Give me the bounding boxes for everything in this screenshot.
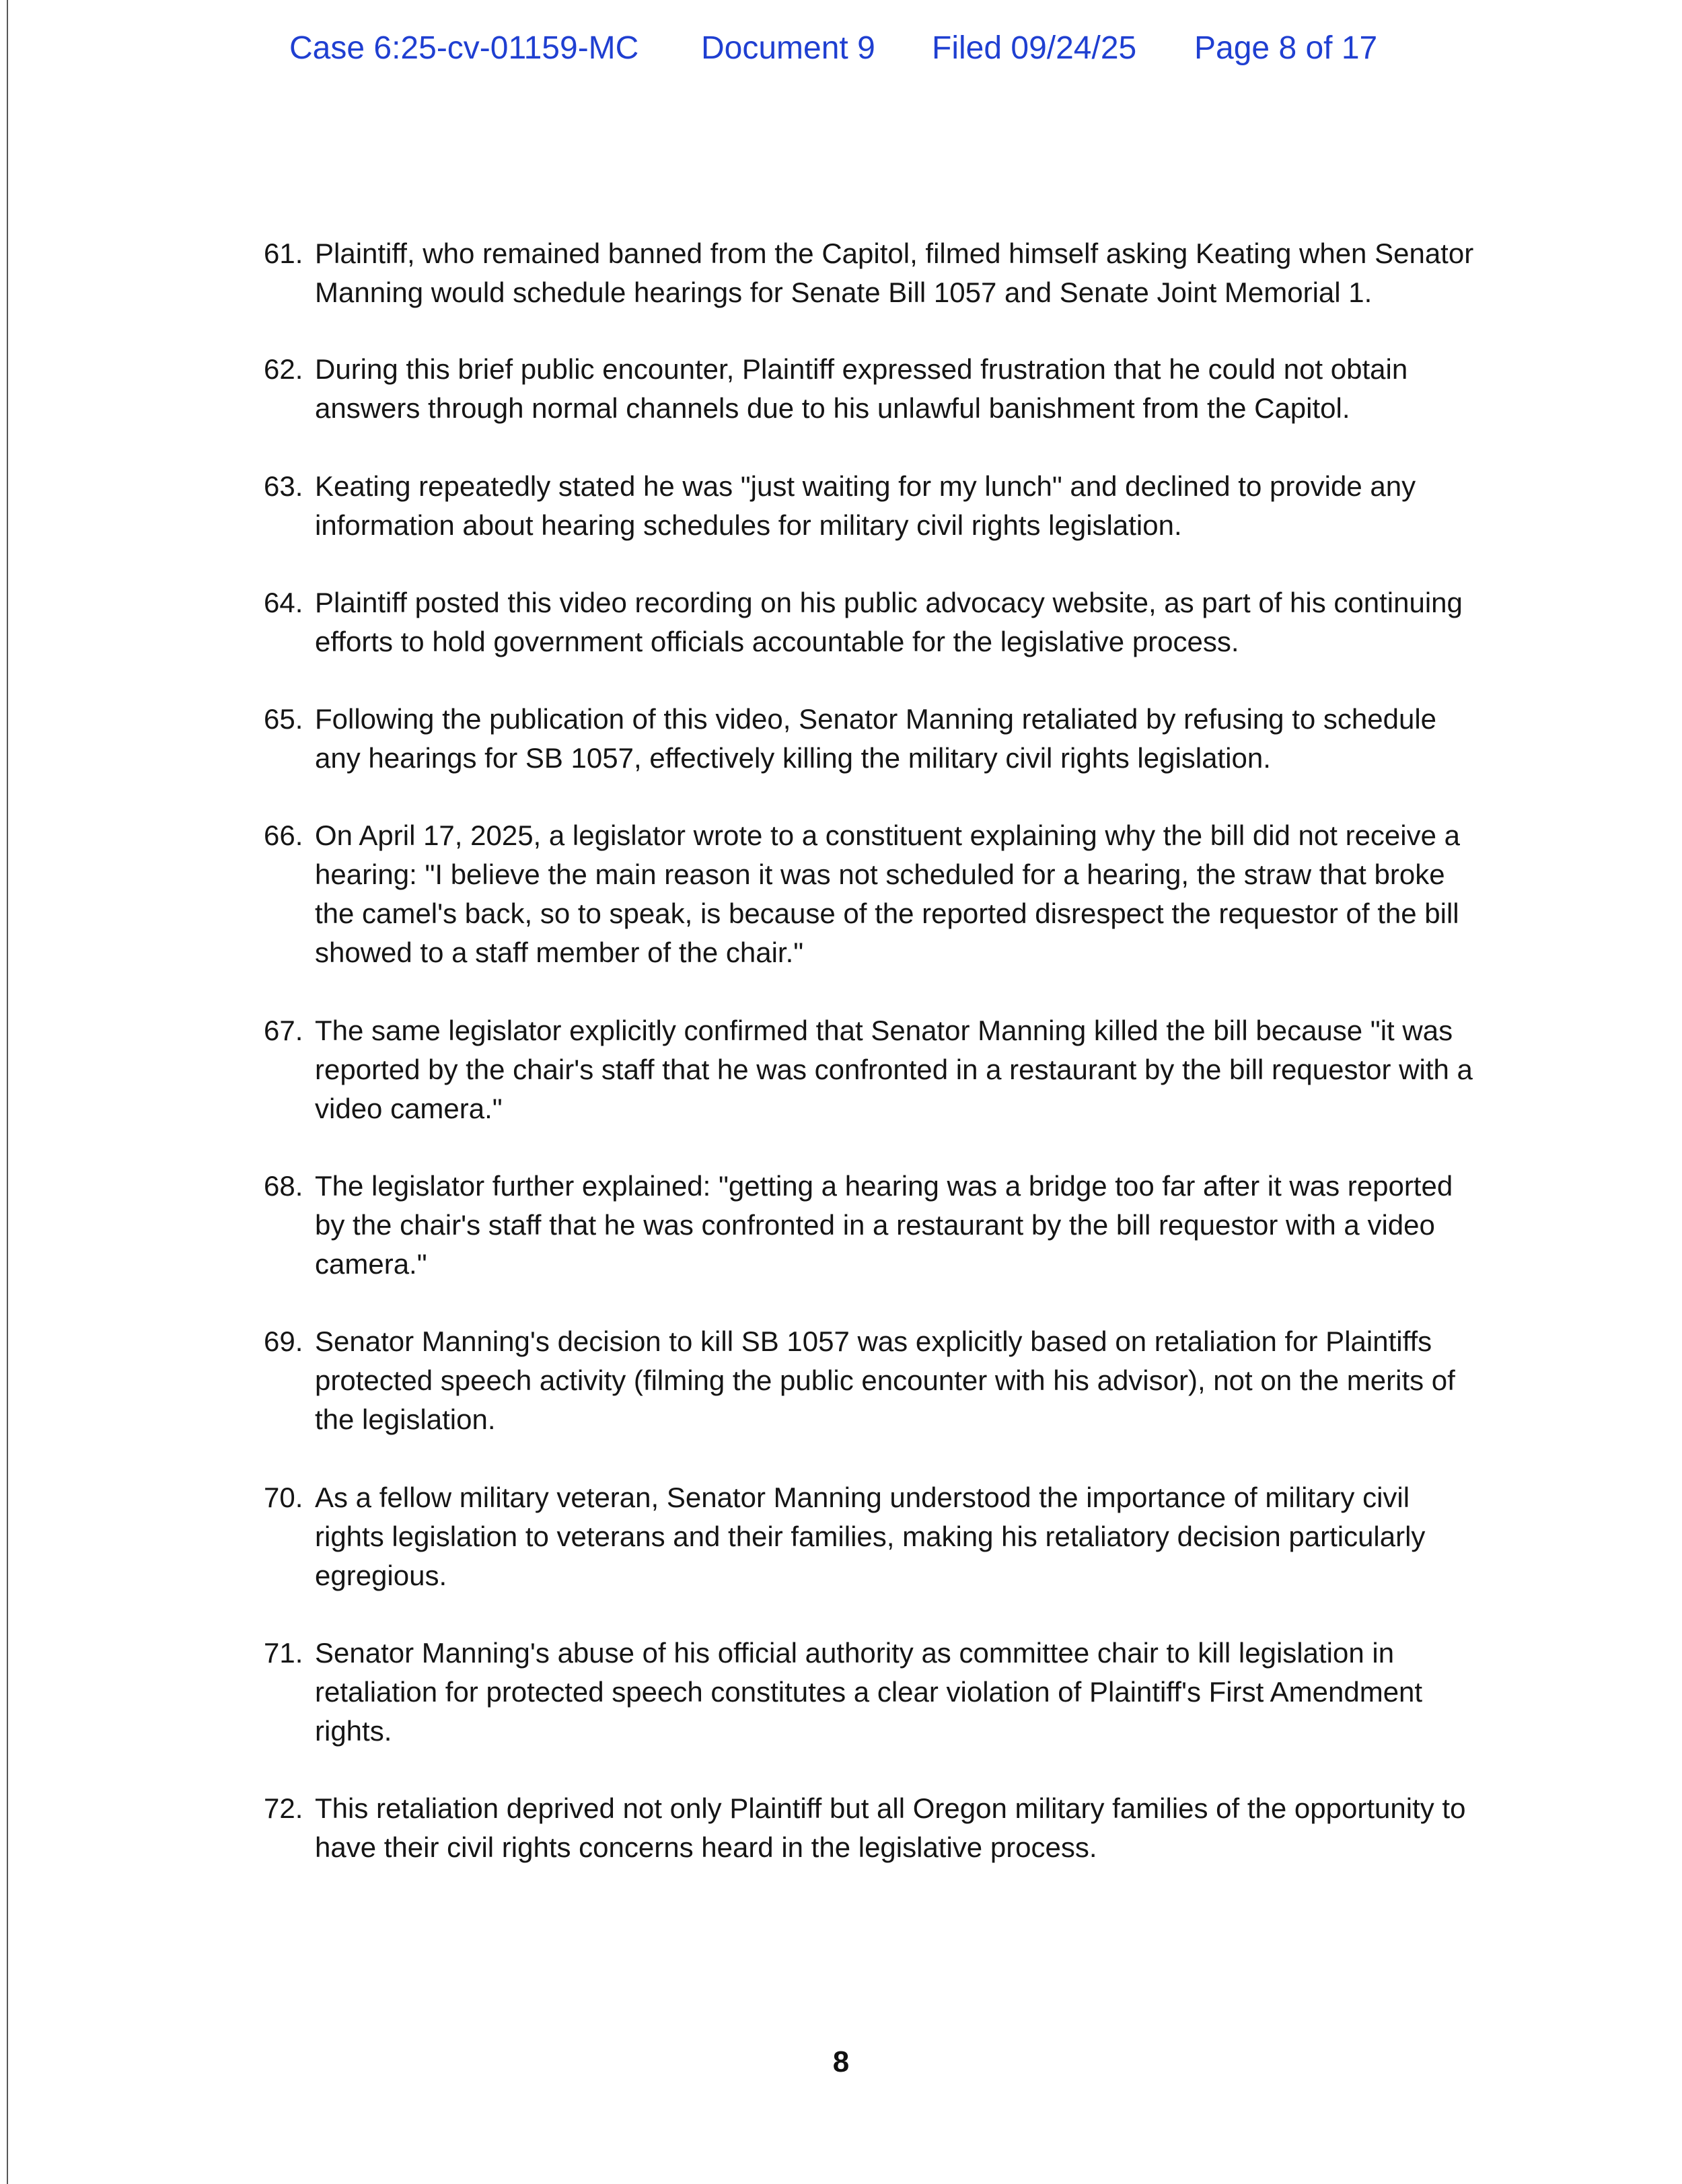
paragraph-71 (264, 1634, 1475, 1751)
paragraph-66 (264, 816, 1475, 972)
paragraph-number: 69. (264, 1325, 303, 1357)
paragraph-65 (264, 700, 1475, 778)
paragraph-text: As a fellow military veteran, Senator Manning understood the importance of military civil rights legislation to veterans and their families, making his retaliatory decision particularly egregious. (315, 1482, 1426, 1591)
paragraph-text: This retaliation deprived not only Plaintiff but all Oregon military families of the opportunity to have their civil rights concerns heard in the legislative process. (315, 1792, 1466, 1863)
paragraph-text: Senator Manning's abuse of his official authority as committee chair to kill legislation in retaliation for protected speech constitutes a clear violation of Plaintiff's First Amendment rights. (315, 1637, 1423, 1747)
scan-edge-line (7, 0, 8, 2184)
paragraph-text: The legislator further explained: "getting a hearing was a bridge too far after it was reported by the chair's staff that he was confronted in a restaurant by the bill requestor with a video camera." (315, 1170, 1453, 1280)
paragraph-number: 72. (264, 1792, 303, 1824)
paragraph-72 (264, 1789, 1475, 1867)
paragraph-62 (264, 350, 1475, 428)
case-header (289, 30, 1433, 70)
paragraph-number: 67. (264, 1015, 303, 1046)
paragraph-text: Senator Manning's decision to kill SB 1057 was explicitly based on retaliation for Plaintiffs protected speech activity (filming the public encounter with his advisor), not on the merits of the legislation. (315, 1325, 1455, 1435)
paragraph-number: 63. (264, 470, 303, 502)
paragraph-number: 64. (264, 587, 303, 618)
paragraph-number: 71. (264, 1637, 303, 1669)
header-page-count: Page 8 of 17 (1194, 30, 1378, 66)
paragraph-number: 68. (264, 1170, 303, 1202)
paragraph-67 (264, 1011, 1475, 1128)
header-case-number: Case 6:25-cv-01159-MC (289, 30, 639, 66)
paragraph-69 (264, 1322, 1475, 1439)
header-document-number: Document 9 (701, 30, 875, 66)
paragraph-text: During this brief public encounter, Plaintiff expressed frustration that he could not obtain answers through normal channels due to his unlawful banishment from the Capitol. (315, 353, 1408, 424)
numbered-paragraph-list (264, 234, 1475, 1867)
paragraph-61 (264, 234, 1475, 312)
paragraph-number: 65. (264, 703, 303, 735)
header-filed-date: Filed 09/24/25 (932, 30, 1137, 66)
paragraph-text: The same legislator explicitly confirmed that Senator Manning killed the bill because "it was reported by the chair's staff that he was confronted in a restaurant by the bill requestor with a video camera." (315, 1015, 1473, 1124)
paragraph-number: 66. (264, 820, 303, 851)
page-number: 8 (832, 2045, 850, 2078)
paragraph-text: Plaintiff posted this video recording on his public advocacy website, as part of his continuing efforts to hold government officials accountable for the legislative process. (315, 587, 1463, 657)
paragraph-68 (264, 1167, 1475, 1284)
paragraph-63 (264, 467, 1475, 545)
paragraph-number: 70. (264, 1482, 303, 1513)
paragraph-text: Plaintiff, who remained banned from the Capitol, filmed himself asking Keating when Senator Manning would schedule hearings for Senate Bill 1057 and Senate Joint Memorial 1. (315, 238, 1474, 308)
paragraph-text: On April 17, 2025, a legislator wrote to a constituent explaining why the bill did not receive a hearing: "I believe the main reason it was not scheduled for a hearing, the straw that broke the camel's back, so to speak, is because of the reported disrespect the requestor of the bill showed to a staff member of the chair." (315, 820, 1461, 968)
paragraph-number: 62. (264, 353, 303, 385)
paragraph-64 (264, 583, 1475, 661)
paragraph-text: Keating repeatedly stated he was "just waiting for my lunch" and declined to provide any information about hearing schedules for military civil rights legislation. (315, 470, 1416, 541)
paragraph-70 (264, 1478, 1475, 1595)
paragraph-text: Following the publication of this video, Senator Manning retaliated by refusing to schedule any hearings for SB 1057, effectively killing the military civil rights legislation. (315, 703, 1437, 774)
paragraph-number: 61. (264, 238, 303, 269)
